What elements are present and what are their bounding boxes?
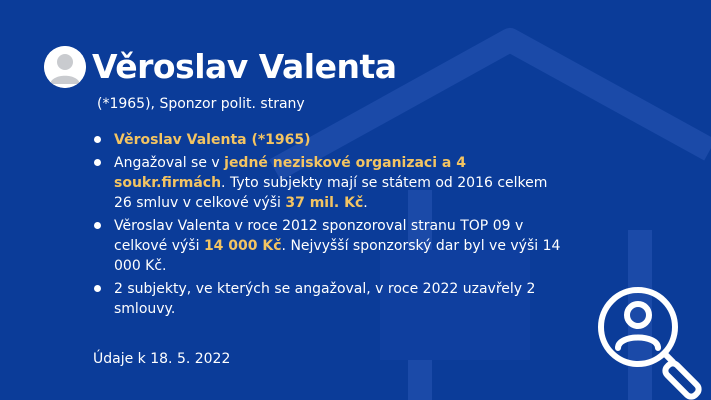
list-item (94, 279, 564, 319)
header (44, 46, 397, 88)
person-name: Věroslav Valenta (92, 47, 397, 86)
highlight-name: Věroslav Valenta (*1965) (114, 132, 311, 148)
list-item (94, 216, 564, 276)
info-list (94, 130, 564, 322)
bullet-dot (94, 285, 101, 292)
text-fragment: . Tyto subjekty mají se státem od 2016 celkem 26 smluv v celkové výši (114, 175, 548, 211)
search-person-icon (593, 282, 711, 400)
text-fragment: . (363, 195, 368, 211)
highlight-donation: 14 000 Kč (203, 238, 282, 254)
highlight-organizations: jedné neziskové organizaci a 4 soukr.firmách (114, 155, 466, 191)
list-item (94, 153, 564, 213)
bullet-dot (94, 222, 101, 229)
list-item (94, 130, 564, 150)
text-fragment: . Nejvyšší sponzorský dar byl ve výši 14 000 Kč. (114, 238, 561, 274)
text-fragment: 2 subjekty, ve kterých se angažoval, v roce 2022 uzavřely 2 smlouvy. (114, 281, 536, 317)
person-subtitle: (*1965), Sponzor polit. strany (97, 96, 305, 112)
avatar-icon (44, 46, 86, 88)
text-fragment: Věroslav Valenta v roce 2012 sponzoroval stranu TOP 09 v celkové výši (114, 218, 524, 254)
data-date: Údaje k 18. 5. 2022 (93, 351, 231, 367)
text-fragment: Angažoval se v (114, 155, 225, 171)
bullet-dot (94, 159, 101, 166)
bullet-dot (94, 136, 101, 143)
highlight-amount: 37 mil. Kč (285, 195, 364, 211)
